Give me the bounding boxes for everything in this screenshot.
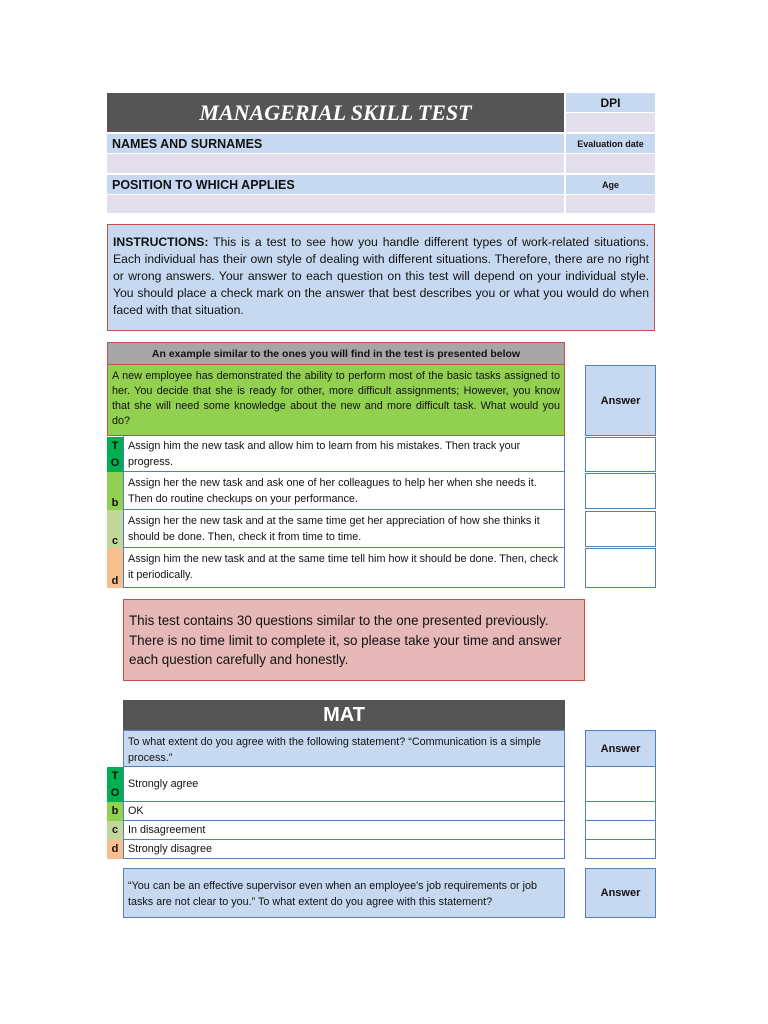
test-note: This test contains 30 questions similar to the one presented previously. There is no time limit to complete it, so please take your time and answer each question carefully and honestly. [123,599,585,681]
names-label: NAMES AND SURNAMES [107,134,564,153]
example-answer-c[interactable] [585,511,656,547]
example-option-b: Assign her the new task and ask one of her colleagues to help her when she needs it. Then do routine checkups on your performance. [123,472,565,510]
example-heading: An example similar to the ones you will find in the test is presented below [107,342,565,365]
mat-answer-d[interactable] [585,840,656,859]
mat-answer-header-1: Answer [585,730,656,767]
example-option-a: Assign him the new task and allow him to learn from his mistakes. Then track your progress. [123,436,565,472]
option-letter-o: O [110,457,120,470]
option-letter-b: b [107,472,123,510]
mat-option-a: Strongly agree [123,767,565,802]
mat-question-2: “You can be an effective supervisor even when an employee's job requirements or job tasks are not clear to you.” To what extent do you agree with this statement? [123,868,565,918]
mat-letter-t: T [111,769,119,782]
evaluation-date-label: Evaluation date [566,134,655,153]
mat-answer-header-2: Answer [585,868,656,918]
mat-heading: MAT [123,700,565,730]
example-option-d: Assign him the new task and at the same time tell him how it should be done. Then, check it periodically. [123,548,565,588]
age-field[interactable] [566,195,655,213]
names-field[interactable] [107,154,564,173]
mat-answer-b[interactable] [585,802,656,821]
position-label: POSITION TO WHICH APPLIES [107,175,564,194]
example-answer-d[interactable] [585,548,656,588]
position-field[interactable] [107,195,564,213]
test-title: MANAGERIAL SKILL TEST [107,93,564,132]
instructions-box [107,224,655,331]
option-letter-to [107,437,123,472]
mat-option-c: In disagreement [123,821,565,840]
mat-letter-d: d [107,840,123,859]
mat-letter-to [107,767,123,802]
mat-answer-c[interactable] [585,821,656,840]
example-answer-header: Answer [585,365,656,436]
mat-letter-b: b [107,802,123,821]
example-answer-a[interactable] [585,437,656,472]
dpi-field[interactable] [566,113,655,132]
mat-letter-c: c [107,821,123,840]
example-answer-b[interactable] [585,473,656,509]
instructions-text: This is a test to see how you handle different types of work-related situations. Each individual has their own style of dealing with different situations. Therefore, there are no right or wrong answers. Your answer to each question on this test will depend on your individual style. You should place a check mark on the answer that best describes you or what you would do when faced with that situation. [113,235,649,317]
instructions-lead: INSTRUCTIONS: [113,235,209,249]
mat-answer-a[interactable] [585,767,656,802]
mat-option-b: OK [123,802,565,821]
evaluation-date-field[interactable] [566,154,655,173]
example-question: A new employee has demonstrated the ability to perform most of the basic tasks assigned to her. You decide that she is ready for other, more difficult assignments; However, you know that she will need some knowledge about the new and more difficult task. What would you do? [107,365,565,436]
example-option-c: Assign her the new task and at the same time get her appreciation of how she thinks it should be done. Then, check it from time to time. [123,510,565,548]
option-letter-c: c [107,510,123,548]
option-letter-d: d [107,548,123,588]
dpi-label: DPI [566,93,655,112]
mat-option-d: Strongly disagree [123,840,565,859]
mat-letter-o: O [110,787,120,800]
age-label: Age [566,175,655,194]
mat-question-1: To what extent do you agree with the following statement? “Communication is a simple process.” [123,730,565,767]
option-letter-t: T [111,439,119,452]
